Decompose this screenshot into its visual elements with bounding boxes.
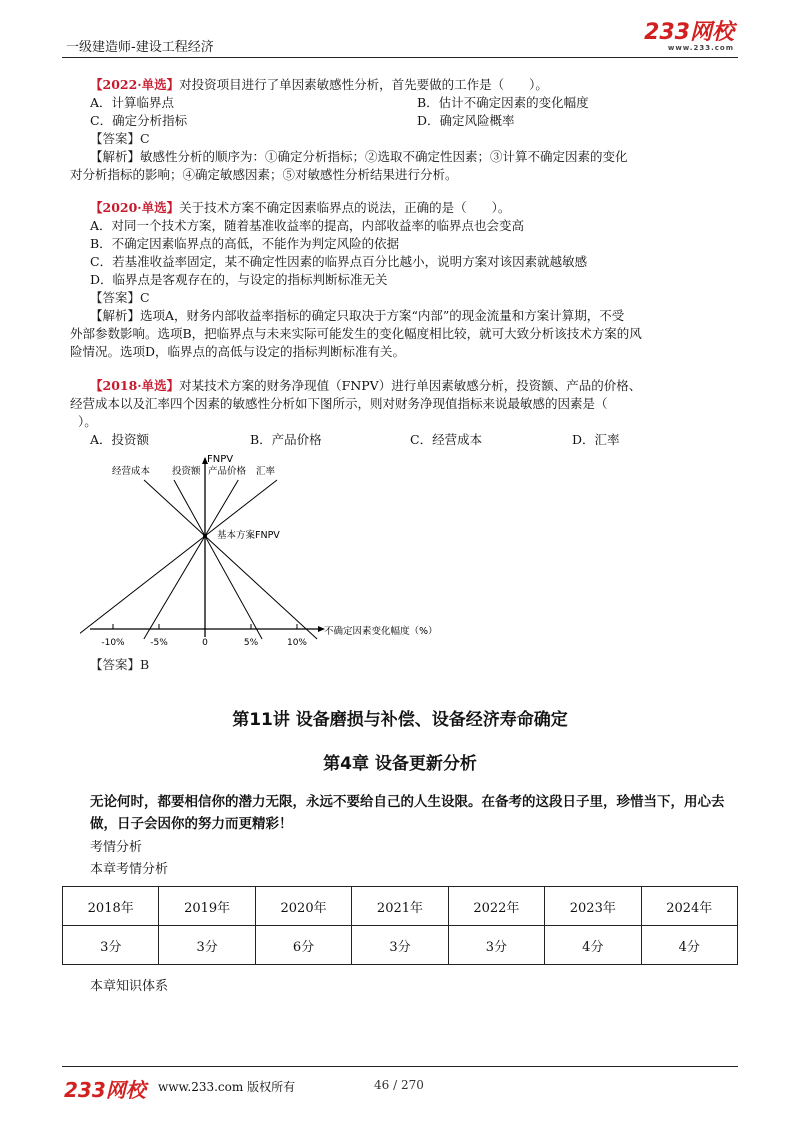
chapter-title: 第4章 设备更新分析 — [323, 754, 477, 774]
footer-rule — [62, 1066, 738, 1067]
series-label: 产品价格 — [208, 466, 247, 477]
option-d: D．确定风险概率 — [417, 113, 515, 128]
year-cell: 2022年 — [448, 887, 544, 926]
table-caption: 本章考情分析 — [90, 862, 169, 877]
series-label: 经营成本 — [112, 466, 151, 477]
question-stem: 对投资项目进行了单因素敏感性分析，首先要做的工作是（ ）。 — [179, 77, 548, 92]
year-cell: 2024年 — [641, 887, 737, 926]
analysis-line: 外部参数影响。选项B，把临界点与未来实际可能发生的变化幅度相比较，就可大致分析该技术方案的风 — [70, 326, 642, 341]
y-axis-label: FNPV — [207, 454, 234, 465]
option-a: A．对同一个技术方案，随着基准收益率的提高，内部收益率的临界点也会变高 — [90, 218, 525, 233]
lecture-title: 第11讲 设备磨损与补偿、设备经济寿命确定 — [232, 710, 568, 730]
x-tick-label: -10% — [101, 638, 125, 648]
score-cell: 3分 — [448, 926, 544, 965]
table-row-years — [63, 887, 738, 926]
question-stem: 对某技术方案的财务净现值（FNPV）进行单因素敏感分析，投资额、产品的价格、 — [179, 378, 642, 393]
question-2018 — [70, 377, 745, 449]
option-b: B．不确定因素临界点的高低，不能作为判定风险的依据 — [90, 236, 400, 251]
analysis-line: 对分析指标的影响；④确定敏感因素；⑤对敏感性分析结果进行分析。 — [70, 167, 458, 182]
document-header-title: 一级建造师-建设工程经济 — [66, 40, 214, 55]
x-tick-label: 5% — [243, 638, 259, 648]
exam-analysis-heading: 考情分析 — [90, 840, 143, 855]
q3-answer — [90, 656, 745, 674]
x-tick-label: 10% — [286, 638, 308, 648]
brand-logo[interactable] — [644, 22, 734, 53]
analysis-line: 【解析】敏感性分析的顺序为：①确定分析指标；②选取不确定性因素；③计算不确定因素的变化 — [90, 149, 628, 164]
question-2022 — [70, 76, 745, 184]
footer-logo[interactable]: 233网校 — [64, 1078, 146, 1102]
year-cell: 2020年 — [255, 887, 351, 926]
option-a: A．投资额 — [90, 432, 150, 447]
series-line — [144, 480, 317, 639]
answer-label: 【答案】C — [90, 290, 150, 305]
question-stem-line: 经营成本以及汇率四个因素的敏感性分析如下图所示，则对财务净现值指标来说最敏感的因素是（ — [70, 396, 608, 411]
score-cell: 3分 — [159, 926, 255, 965]
option-b: B．估计不确定因素的变化幅度 — [417, 95, 589, 110]
exam-score-table — [62, 886, 738, 965]
option-d: D．临界点是客观存在的，与设定的指标判断标准无关 — [90, 272, 388, 287]
question-tag: 【2020·单选】 — [90, 200, 180, 215]
page-number: 46 / 270 — [374, 1078, 424, 1092]
score-cell: 6分 — [255, 926, 351, 965]
question-tag: 【2018·单选】 — [90, 378, 180, 393]
option-c: C．确定分析指标 — [90, 113, 188, 128]
header-rule — [62, 57, 738, 58]
sensitivity-chart — [80, 448, 460, 656]
question-stem: 关于技术方案不确定因素临界点的说法，正确的是（ ）。 — [179, 200, 511, 215]
score-cell: 3分 — [63, 926, 159, 965]
option-a: A．计算临界点 — [90, 95, 175, 110]
score-cell: 4分 — [641, 926, 737, 965]
series-line — [80, 480, 277, 639]
year-cell: 2018年 — [63, 887, 159, 926]
knowledge-heading: 本章知识体系 — [90, 979, 169, 994]
series-label: 投资额 — [172, 466, 201, 477]
series-line — [174, 480, 262, 639]
x-tick-label: 0 — [202, 638, 208, 648]
x-axis-label: 不确定因素变化幅度（%） — [324, 626, 438, 637]
analysis-line: 【解析】选项A，财务内部收益率指标的确定只取决于方案“内部”的现金流量和方案计算期，不受 — [90, 308, 625, 323]
series-line — [144, 480, 238, 639]
score-cell: 3分 — [352, 926, 448, 965]
motto-paragraph: 无论何时，都要相信你的潜力无限，永远不要给自己的人生设限。在备考的这段日子里，珍惜当下，用心去做，日子会因你的努力而更精彩！ — [90, 794, 725, 832]
brand-logo-url: www.233.com — [667, 44, 734, 52]
option-d: D．汇率 — [572, 432, 620, 447]
year-cell: 2023年 — [545, 887, 641, 926]
answer-label: 【答案】B — [90, 657, 150, 672]
brand-logo-text: 233网校 — [644, 20, 734, 45]
table-row-scores — [63, 926, 738, 965]
footer-copyright: www.233.com 版权所有 — [158, 1080, 296, 1094]
x-tick-label: -5% — [150, 638, 168, 648]
year-cell: 2021年 — [352, 887, 448, 926]
option-b: B．产品价格 — [250, 432, 322, 447]
analysis-line: 险情况。选项D，临界点的高低与设定的指标判断标准有关。 — [70, 344, 406, 359]
question-tag: 【2022·单选】 — [90, 77, 180, 92]
year-cell: 2019年 — [159, 887, 255, 926]
option-c: C．经营成本 — [410, 432, 483, 447]
question-2020 — [70, 199, 745, 361]
option-c: C．若基准收益率固定，某不确定性因素的临界点百分比越小，说明方案对该因素就越敏感 — [90, 254, 588, 269]
base-point-label: 基本方案FNPV — [217, 530, 280, 541]
score-cell: 4分 — [545, 926, 641, 965]
base-point — [203, 534, 207, 538]
question-stem-line: ）。 — [78, 414, 97, 429]
series-label: 汇率 — [256, 466, 276, 477]
answer-label: 【答案】C — [90, 131, 150, 146]
